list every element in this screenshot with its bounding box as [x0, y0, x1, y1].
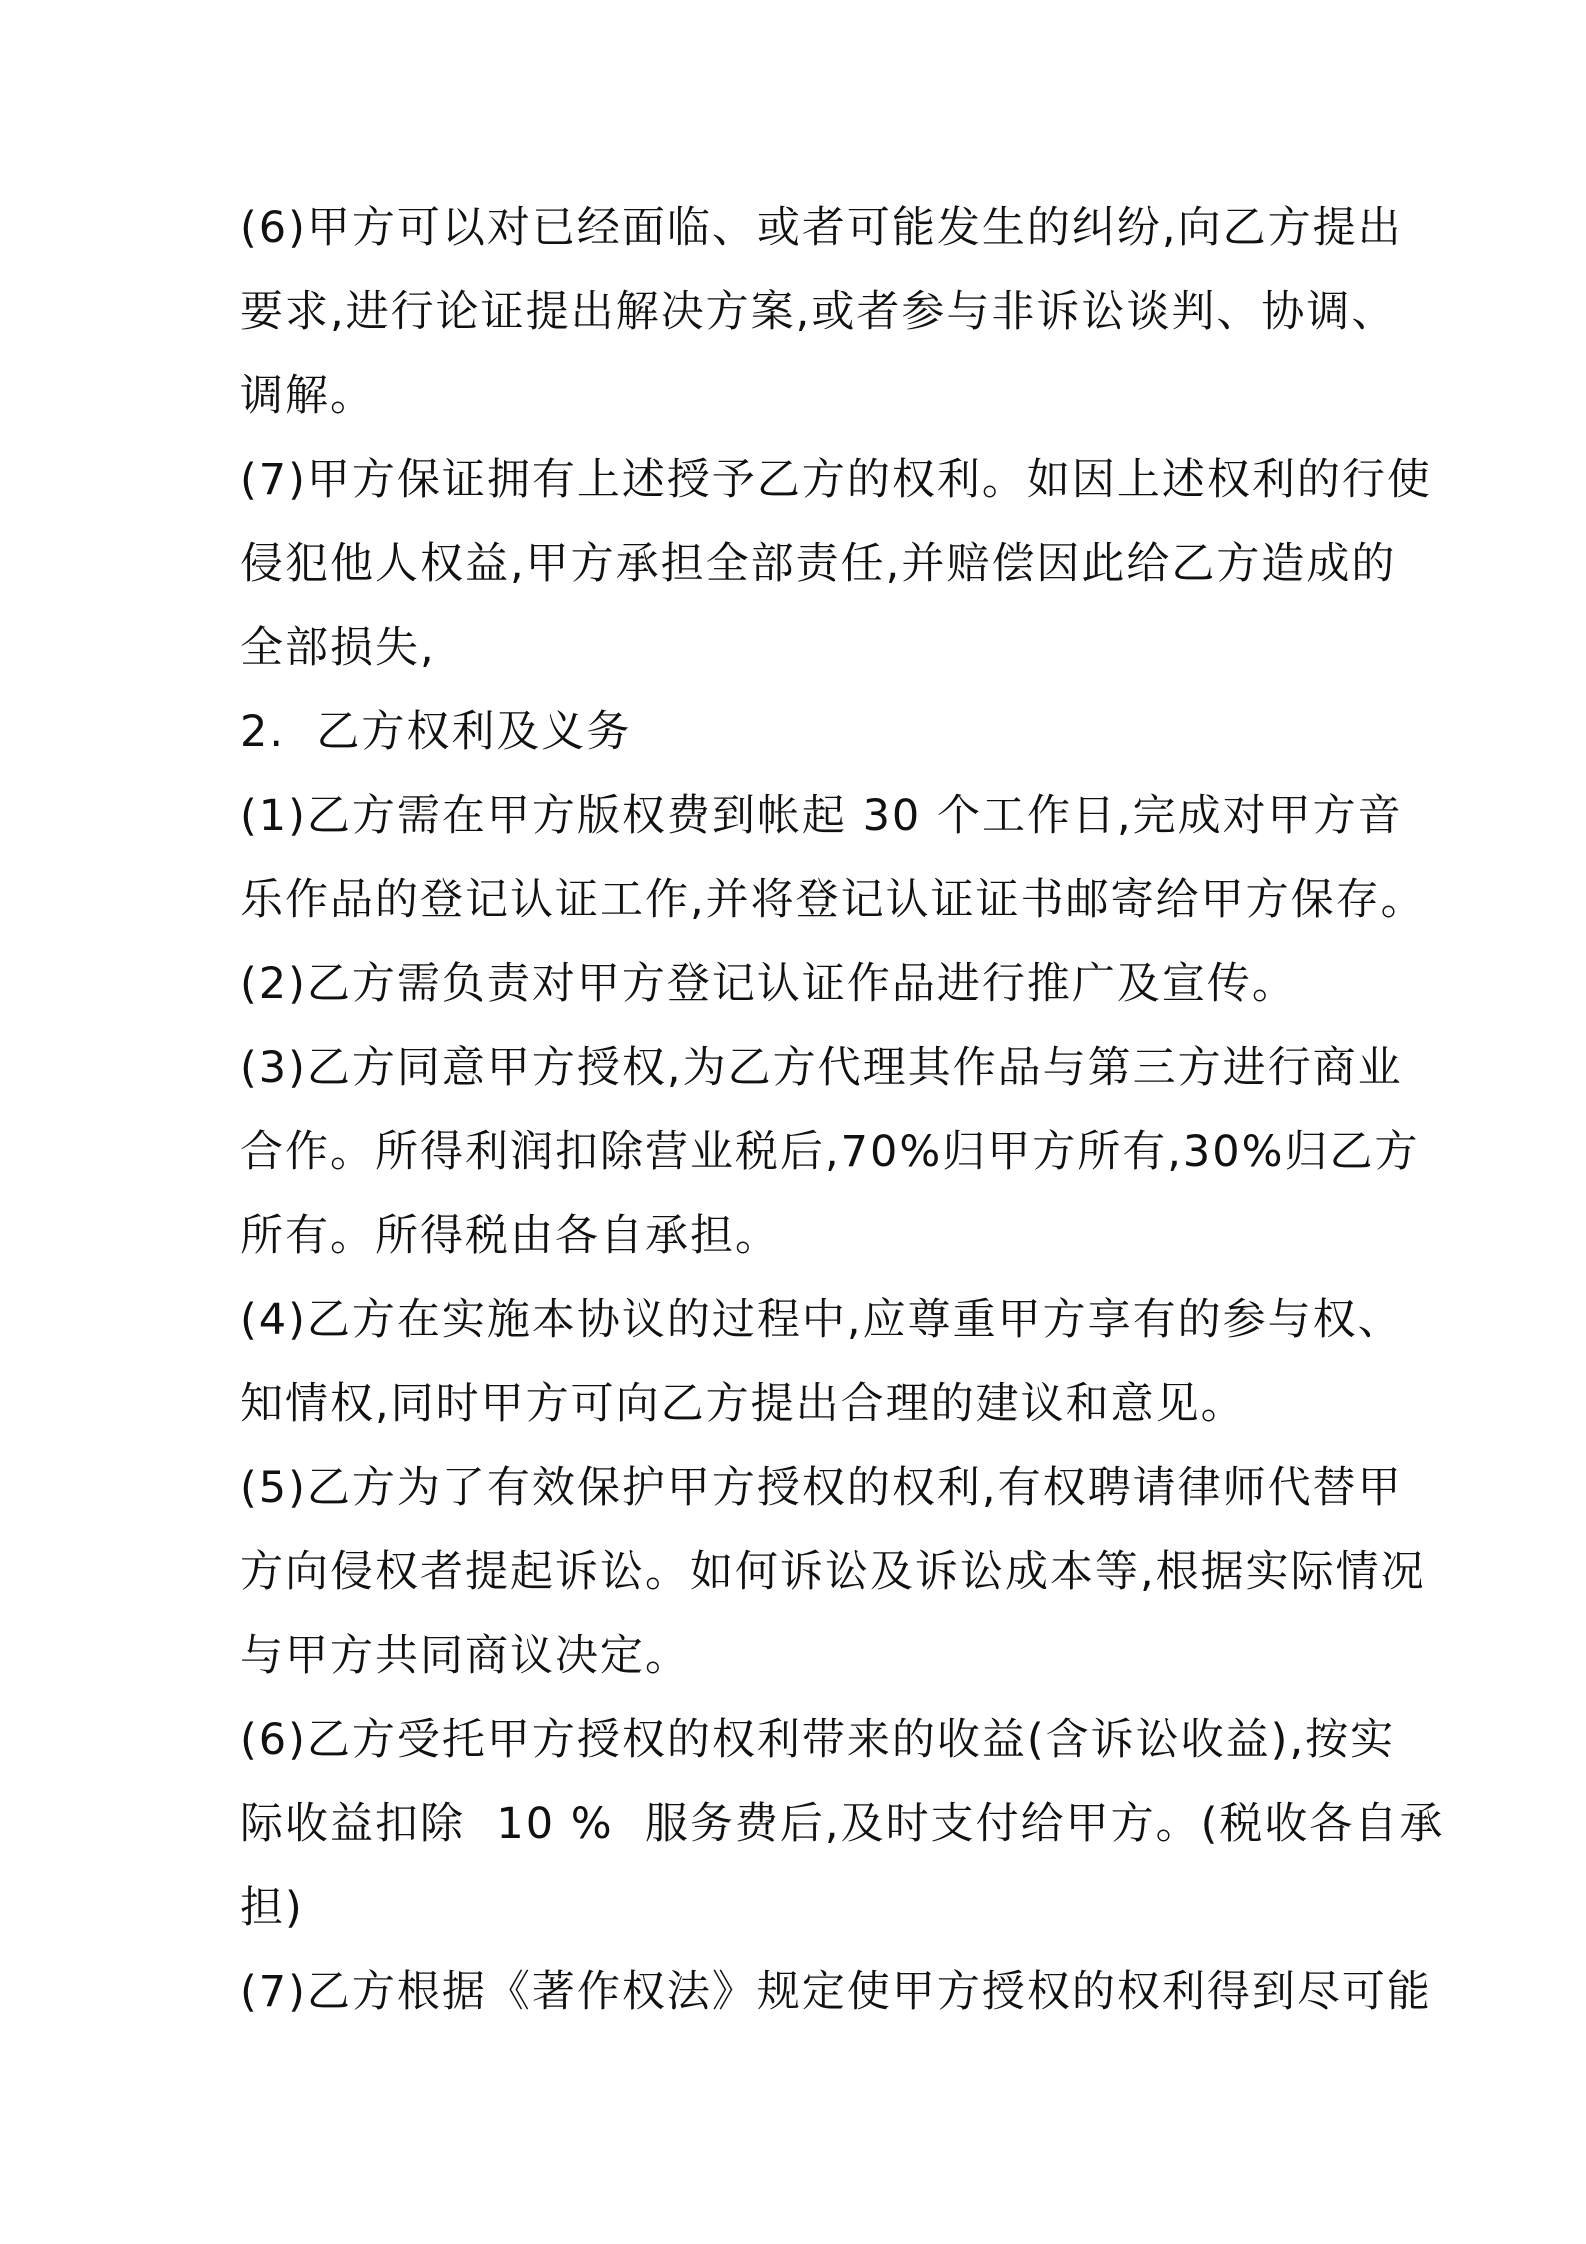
section-heading: 2. 乙方权利及义务	[240, 707, 632, 757]
text-line: 担)	[240, 1883, 304, 1933]
text-line: (7)甲方保证拥有上述授予乙方的权利。如因上述权利的行使	[240, 455, 1432, 505]
text-line: 调解。	[240, 371, 375, 421]
text-line: 全部损失,	[240, 623, 436, 673]
text-line: (1)乙方需在甲方版权费到帐起 30 个工作日,完成对甲方音	[240, 791, 1403, 841]
text-line: 与甲方共同商议决定。	[240, 1631, 690, 1681]
text-line: (6)甲方可以对已经面临、或者可能发生的纠纷,向乙方提出	[240, 203, 1403, 253]
text-line: 合作。所得利润扣除营业税后,70%归甲方所有,30%归乙方	[240, 1127, 1420, 1177]
text-line: (4)乙方在实施本协议的过程中,应尊重甲方享有的参与权、	[240, 1295, 1403, 1345]
text-line: (2)乙方需负责对甲方登记认证作品进行推广及宣传。	[240, 959, 1297, 1009]
text-line: (7)乙方根据《著作权法》规定使甲方授权的权利得到尽可能	[240, 1967, 1432, 2017]
text-line: (3)乙方同意甲方授权,为乙方代理其作品与第三方进行商业	[240, 1043, 1403, 1093]
text-line: 乐作品的登记认证工作,并将登记认证证书邮寄给甲方保存。	[240, 875, 1426, 925]
text-line: 所有。所得税由各自承担。	[240, 1211, 780, 1261]
text-line: 际收益扣除 10 % 服务费后,及时支付给甲方。(税收各自承	[240, 1799, 1445, 1849]
text-line: 知情权,同时甲方可向乙方提出合理的建议和意见。	[240, 1379, 1246, 1429]
text-line: 要求,进行论证提出解决方案,或者参与非诉讼谈判、协调、	[240, 287, 1397, 337]
text-line: 方向侵权者提起诉讼。如何诉讼及诉讼成本等,根据实际情况	[240, 1547, 1426, 1597]
text-line: (6)乙方受托甲方授权的权利带来的收益(含诉讼收益),按实	[240, 1715, 1396, 1765]
text-line: (5)乙方为了有效保护甲方授权的权利,有权聘请律师代替甲	[240, 1463, 1403, 1513]
document-body	[240, 186, 1445, 2034]
text-line: 侵犯他人权益,甲方承担全部责任,并赔偿因此给乙方造成的	[240, 539, 1397, 589]
